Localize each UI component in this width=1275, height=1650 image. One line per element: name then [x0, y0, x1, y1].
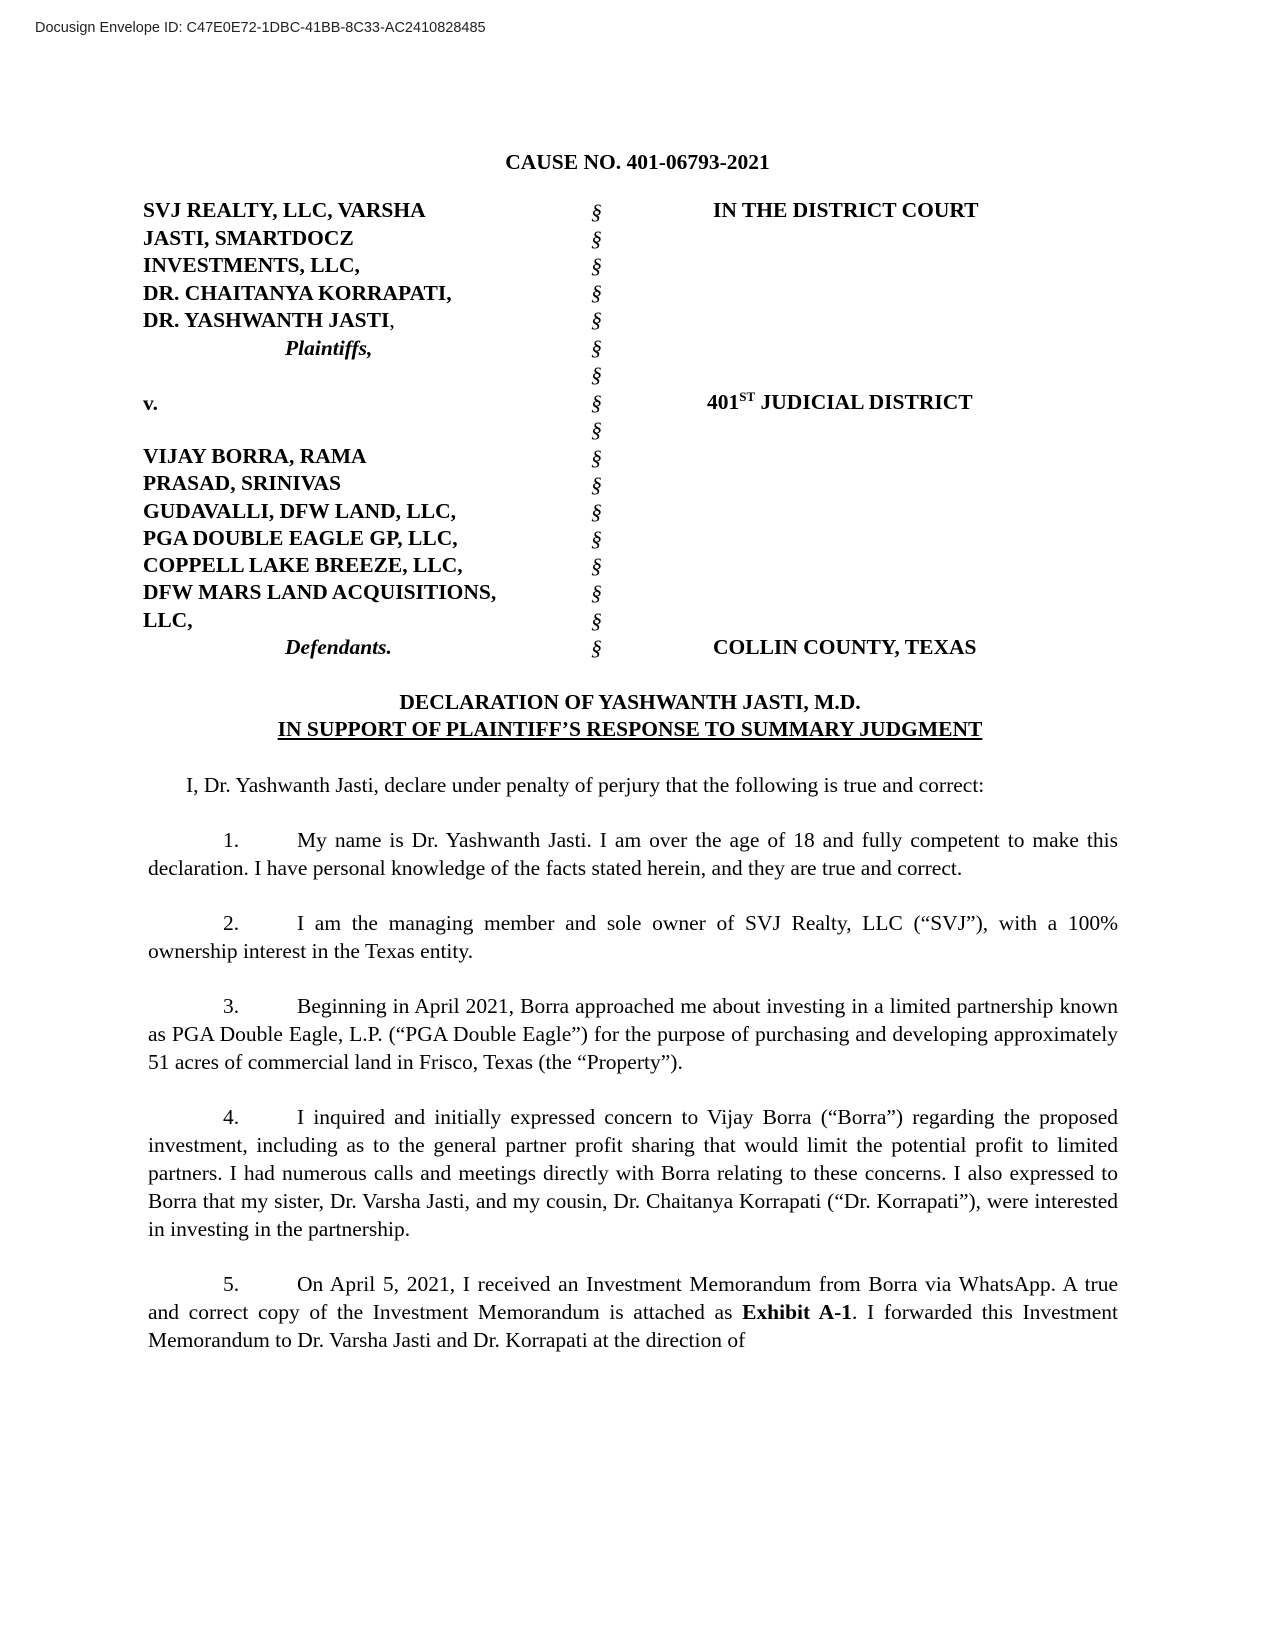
section-symbol: § [591, 527, 602, 551]
section-symbol: § [591, 636, 602, 660]
versus: v. [143, 391, 158, 415]
paragraph-number: 2. [223, 911, 240, 935]
defendant-line: DFW MARS LAND ACQUISITIONS, [143, 580, 497, 604]
defendant-line: PRASAD, SRINIVAS [143, 471, 341, 495]
paragraph-text: On April 5, 2021, I received an Investment Memorandum from Borra via WhatsApp. A true and correct copy of the Investment Memorandum is attached as [148, 1272, 1118, 1324]
paragraph-1 [148, 826, 1118, 882]
plaintiff-name: DR. YASHWANTH JASTI [143, 308, 390, 332]
plaintiff-line: SVJ REALTY, LLC, VARSHA [143, 198, 426, 222]
section-symbol: § [591, 473, 602, 497]
exhibit-reference: Exhibit A-1 [742, 1300, 853, 1324]
county: COLLIN COUNTY, TEXAS [713, 635, 977, 659]
paragraph-text: Beginning in April 2021, Borra approached me about investing in a limited partnership known as PGA Double Eagle, L.P. (“PGA Double Eagle”) for the purpose of purchasing and developing approximately 51 acres of commercial land in Frisco, Texas (the “Property”). [148, 994, 1118, 1074]
section-symbol: § [591, 363, 602, 387]
paragraph-number: 3. [223, 994, 240, 1018]
section-symbol: § [591, 609, 602, 633]
plaintiff-line-last [143, 308, 395, 333]
section-symbol: § [591, 446, 602, 470]
paragraph-number: 1. [223, 828, 240, 852]
plaintiff-line: INVESTMENTS, LLC, [143, 253, 360, 277]
paragraph-text: My name is Dr. Yashwanth Jasti. I am over the age of 18 and fully competent to make this declaration. I have personal knowledge of the facts stated herein, and they are true and correct. [148, 828, 1118, 880]
paragraph-text-continued: . I forwarded this Investment Memorandum to Dr. Varsha Jasti and Dr. Korrapati at the direction of [148, 1300, 1118, 1352]
plaintiff-line: DR. CHAITANYA KORRAPATI, [143, 281, 452, 305]
defendant-line: COPPELL LAKE BREEZE, LLC, [143, 553, 463, 577]
section-symbol: § [591, 581, 602, 605]
section-symbol: § [591, 391, 602, 415]
intro-statement: I, Dr. Yashwanth Jasti, declare under penalty of perjury that the following is true and correct: [186, 773, 985, 797]
section-symbol: § [591, 227, 602, 251]
paragraph-text: I inquired and initially expressed concern to Vijay Borra (“Borra”) regarding the proposed investment, including as to the general partner profit sharing that would limit the potential profit to limited partners. I had numerous calls and meetings directly with Borra relating to these concerns. I also expressed to Borra that my sister, Dr. Varsha Jasti, and my cousin, Dr. Chaitanya Korrapati (“Dr. Korrapati”), were interested in investing in the partnership. [148, 1105, 1118, 1241]
paragraph-number: 4. [223, 1105, 240, 1129]
plaintiff-line: JASTI, SMARTDOCZ [143, 226, 354, 250]
declaration-body [148, 771, 1118, 1381]
court-name: IN THE DISTRICT COURT [713, 198, 979, 222]
defendants-label: Defendants. [285, 635, 392, 659]
paragraph-3 [148, 992, 1118, 1076]
section-symbol: § [591, 308, 602, 332]
district-label: JUDICIAL DISTRICT [755, 390, 973, 415]
section-symbol: § [591, 500, 602, 524]
section-symbol: § [591, 418, 602, 442]
paragraph-2 [148, 909, 1118, 965]
defendant-line: VIJAY BORRA, RAMA [143, 444, 367, 468]
judicial-district [707, 389, 973, 415]
plaintiff-comma: , [389, 308, 395, 332]
section-symbol: § [591, 336, 602, 360]
declaration-subtitle: IN SUPPORT OF PLAINTIFF’S RESPONSE TO SUMMARY JUDGMENT [277, 717, 983, 741]
declaration-title: DECLARATION OF YASHWANTH JASTI, M.D. [399, 690, 861, 714]
paragraph-text: I am the managing member and sole owner of SVJ Realty, LLC (“SVJ”), with a 100% ownership interest in the Texas entity. [148, 911, 1118, 963]
defendant-line: LLC, [143, 608, 193, 632]
section-symbol: § [591, 281, 602, 305]
defendant-line: GUDAVALLI, DFW LAND, LLC, [143, 499, 457, 523]
paragraph-4 [148, 1103, 1118, 1243]
district-number: 401 [707, 390, 740, 415]
plaintiffs-label: Plaintiffs, [285, 336, 373, 360]
envelope-id: Docusign Envelope ID: C47E0E72-1DBC-41BB-8C33-AC2410828485 [35, 20, 486, 36]
section-symbol: § [591, 200, 602, 224]
section-symbol: § [591, 254, 602, 278]
section-symbol: § [591, 554, 602, 578]
paragraph-5 [148, 1270, 1118, 1354]
paragraph-number: 5. [223, 1272, 240, 1296]
district-ordinal: ST [739, 389, 756, 404]
defendant-line: PGA DOUBLE EAGLE GP, LLC, [143, 526, 458, 550]
cause-number: CAUSE NO. 401-06793-2021 [505, 150, 770, 174]
